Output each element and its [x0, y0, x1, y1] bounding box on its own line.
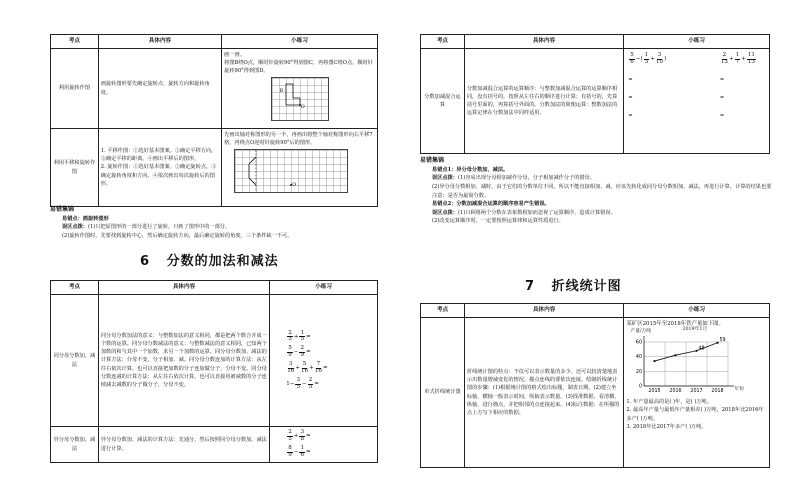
right-a1: (1)容易出现分母相加减作分母，分子相加减作分子的错误。: [457, 175, 595, 182]
content-rotation-drawing: 画旋转图形要先确定旋转点、旋转方向和旋转角度。: [98, 49, 221, 129]
data-point: [696, 350, 698, 352]
mixed-eq-2c: =: [719, 112, 725, 119]
x-tick-label: 2017: [690, 389, 704, 395]
header-point-4: 考点: [421, 304, 465, 318]
figure-label-o-2: O: [292, 182, 297, 189]
content-mixed-ops: 分数加减混合运算的运算顺序：与整数加减混合运算的运算顺序相同，没有括号的，按照从左往右的顺序进行计算；有括号的，先算括号里面的，再算括号外面的。分数加法的简便运算：整数加法的运算定律在分数加法中同样适用。: [464, 49, 623, 154]
mixed-eq-1c: =: [628, 112, 633, 119]
header-exercise-2: 小练习: [270, 281, 378, 295]
point-line-chart: 单式折线统计图: [421, 318, 465, 468]
point-translate-rotate: 利用平移和旋转作图: [51, 129, 99, 207]
right-page: [397, 0, 794, 484]
right-notes-title: 易错集锦: [420, 157, 445, 164]
mixed-eq-1a: =: [628, 76, 633, 83]
fraction-b: $\frac{3}{8}$: [300, 429, 304, 443]
line-chart-table: [420, 303, 770, 468]
mixed-eq-1b: =: [628, 94, 633, 101]
left-common-mistakes: [50, 205, 380, 241]
data-label: 48: [698, 346, 706, 352]
fraction-a: $\frac{2}{5}$: [288, 329, 292, 343]
mixed-expression-2: $\frac{2}{13}$ + $\frac{1}{7}$ + $\frac{11}{13}$: [720, 52, 755, 65]
exercise-heading: 画一画。: [224, 52, 245, 58]
mixed-eq-2a: =: [719, 76, 725, 83]
section-7-number: 7: [525, 279, 536, 294]
data-point: [654, 360, 656, 362]
header-exercise: 小练习: [222, 35, 378, 49]
header-content-4: 具体内容: [464, 304, 624, 318]
right-mistake-point-2: 易错点2：分数加减混合运算的顺序容易产生错误。: [432, 201, 550, 208]
section-6-title: [140, 250, 279, 269]
right-mistake-point-1: 易错点1：异分母分数加、减法。: [432, 166, 509, 173]
exercise-instructions-2: 先画出轴对称图形的另一半，再画出将整个轴对称图形向右平移7格，再绕点O逆时针旋转90°后的图形。: [224, 132, 373, 147]
fraction-exercise: $\frac{8}{9}$ − $\frac{1}{6}$ =: [288, 445, 311, 458]
right-b1: (1)只顾将两个分数在表象数相加而忽视了运算顺序，造成计算错误。: [457, 209, 616, 216]
right-analysis-2: (2)异分母分数相加、减时，由于它们的分数单位不同，所以不能直接相加、减，应该先转化成同分母分数相加、减法，再进行计算。计算的结果也要注意：是否为最简分数。: [432, 184, 772, 199]
header-point-3: 考点: [421, 35, 465, 49]
data-point: [675, 354, 677, 356]
fraction-b: $\frac{3}{5}$: [296, 376, 300, 390]
diff-denominator-exercises: [272, 430, 375, 458]
point-rotation-drawing: 利用旋转作图: [51, 49, 99, 129]
chart-area: [626, 328, 767, 398]
exercise-mixed-ops: [624, 49, 770, 154]
content-diff-denominator: 异分母分数加、减法的计算方法：先通分，然后按照同分母分数加、减法进行计算。: [98, 427, 269, 463]
data-point: [717, 342, 719, 344]
chart-y-unit: 产量/万吨: [630, 329, 652, 335]
fraction-a: $\frac{5}{9}$: [288, 345, 292, 359]
fraction-a: $\frac{8}{9}$: [288, 445, 292, 458]
right-analysis-1: [420, 174, 772, 183]
rotate-steps: 2. 旋转作图：①选好基本图案。②确定旋转点。③确定旋转角度和方向。④依次画出每次旋转后的图形。: [100, 164, 217, 187]
x-tick-label: 2015: [648, 389, 662, 395]
chart-question-1: 1. 年产量最高的是( )年，是( )万吨。: [626, 399, 712, 406]
exercise-rotation-drawing: [222, 49, 378, 129]
point-diff-denominator: 异分母分数加、减法: [51, 427, 99, 463]
fraction-c: $\frac{2}{5}$: [308, 376, 313, 390]
mixed-expression-1: $\frac{5}{6}$ − ( $\frac{1}{3}$ + $\frac{3}{10}$ ): [630, 52, 667, 65]
mixed-ops-table: [420, 34, 770, 154]
right-analysis-3: [420, 209, 772, 218]
content-line-chart: 折线统计图的特点：不仅可以表示数量的多少，还可以较清楚地表示出数量增减变化的情况。描点连线的要依次连接。绘制折线统计图的步骤：(1)根据统计图的格式绘出标题、制表日期。(2)建立坐标轴，横轴一般表示时间，纵轴表示数量。(3)找准数据，看清横、纵轴，进行描点，并把相邻的点连接起来。(4)标注数据：在所描的点上方写下相应的数据。: [464, 318, 624, 468]
chart-date: 2019年1月: [682, 327, 708, 333]
symmetry-figure: [235, 150, 347, 192]
section-7-name: 折线统计图: [551, 279, 622, 294]
left-notes-title: 易错集锦: [50, 206, 75, 213]
chart-x-unit: 年份: [734, 387, 745, 393]
analysis-label: 误区点拨：: [62, 224, 88, 231]
header-exercise-4: 小练习: [624, 304, 770, 318]
fraction-c: $\frac{7}{16}$: [314, 361, 322, 374]
exercise-translate-rotate: [222, 129, 378, 207]
left-mistake-analysis-2: (2)旋转作图时，先要找到旋转中心，然后确定旋转方向，最后确定旋转的角度，三个条件缺一不可。: [62, 233, 293, 240]
exercise-line-chart: [624, 318, 770, 468]
data-label: 59: [719, 338, 727, 344]
x-tick-label: 2016: [669, 389, 683, 395]
fraction-b: $\frac{1}{6}$: [300, 445, 304, 458]
content-same-denominator: 同分母分数加法的意义：与整数加法的意义相同，都是把两个数合并成一个数的运算。同分母分数减法的意义：与整数减法的意义相同，已知两个加数的和与其中一个加数，求另一个加数的运算。同分母分数加、减法的计算方法：分母不变，分子相加、减。同分母分数连加的计算方法：从左往右依次计算，也可以直接把加数的分子连加做分子，分母不变。同分母分数连减的计算方法：从左往右依次计算，也可以直接用被减数的分子连续减去减数的分子做分子，分母不变。: [98, 295, 269, 427]
header-point-2: 考点: [51, 281, 99, 295]
right-label-1: 误区点拨：: [432, 175, 458, 182]
fraction-table: [50, 280, 378, 463]
chart-question-2: 2. 最高年产量与最低年产量相差( )万吨，2018年比2016年多产( )万吨。: [626, 407, 764, 422]
figure-label-o: O: [300, 104, 305, 111]
fraction-exercise: $\frac{2}{5}$ + $\frac{3}{8}$ =: [288, 429, 311, 443]
left-mistake-point: 易错点：画旋转图形: [62, 215, 109, 222]
fraction-a: $\frac{2}{5}$: [288, 429, 292, 443]
y-tick-label: 20: [636, 370, 643, 376]
mixed-eq-2b: =: [719, 94, 725, 101]
section-7-title: [525, 275, 622, 294]
header-exercise-3: 小练习: [624, 35, 770, 49]
y-tick-label: 40: [636, 355, 643, 361]
fraction-b: $\frac{2}{9}$: [300, 345, 304, 359]
point-same-denominator: 同分母分数加、减法: [51, 295, 99, 427]
right-common-mistakes: [420, 156, 772, 226]
rotation-figure: [272, 78, 328, 120]
translate-steps: 1. 平移作图：①选好基本图案。②确定平移方向。③确定平移的距离。④画出平移后的图形。: [100, 148, 217, 163]
y-tick-label: 60: [636, 340, 643, 346]
point-mixed-ops: 分数加减混合运算: [421, 49, 465, 154]
chart-question-3: 3. 2018年比2017年多产( )万吨。: [626, 423, 707, 430]
section-6-number: 6: [140, 254, 151, 269]
same-denominator-exercises: [272, 331, 375, 391]
section-6-name: 分数的加法和减法: [166, 254, 279, 269]
fraction-exercise: $\frac{2}{5}$ + $\frac{1}{5}$ =: [288, 329, 311, 343]
header-content-2: 具体内容: [98, 281, 269, 295]
right-label-2: 误区点拨：: [432, 209, 458, 216]
fraction-exercise: $\frac{3}{16}$ + $\frac{5}{16}$ + $\frac{7}{16}$ =: [287, 361, 328, 374]
fraction-b: $\frac{5}{16}$: [301, 361, 309, 374]
y-tick-label: 0: [639, 384, 643, 390]
figure-label-b: B: [279, 88, 284, 95]
rotation-table: [50, 34, 378, 207]
exercise-same-denominator: [270, 295, 378, 427]
fraction-exercise: $\frac{5}{9}$ − $\frac{2}{9}$ =: [288, 345, 311, 359]
header-point: 考点: [51, 35, 99, 49]
rotation-grid: [271, 77, 329, 121]
header-content: 具体内容: [98, 35, 221, 49]
right-analysis-4: (2)改变运算顺序时，一定要按照运算律和运算性质进行。: [432, 218, 564, 225]
x-tick-label: 2018: [711, 389, 725, 395]
chart-caption: 某矿区2015年至2018年铁产量如下图。: [626, 321, 724, 327]
exercise-diff-denominator: [270, 427, 378, 463]
symmetry-grid: [234, 149, 348, 193]
content-translate-rotate: [98, 129, 221, 207]
fraction-exercise: 1 − $\frac{3}{5}$ − $\frac{2}{5}$ =: [286, 376, 319, 390]
exercise-instructions: 将图B绕O点，顺时针旋转90°得到图C，再将图C绕O点，顺时针旋转90°得到图D。: [224, 60, 373, 75]
fraction-a: $\frac{3}{16}$: [287, 361, 295, 374]
left-mistake-analysis: [50, 223, 380, 232]
analysis-1: (1)只把原图形的一部分进行了旋转，只画了图形中的一部分。: [87, 224, 231, 231]
fraction-b: $\frac{1}{5}$: [300, 329, 304, 343]
header-content-3: 具体内容: [464, 35, 623, 49]
